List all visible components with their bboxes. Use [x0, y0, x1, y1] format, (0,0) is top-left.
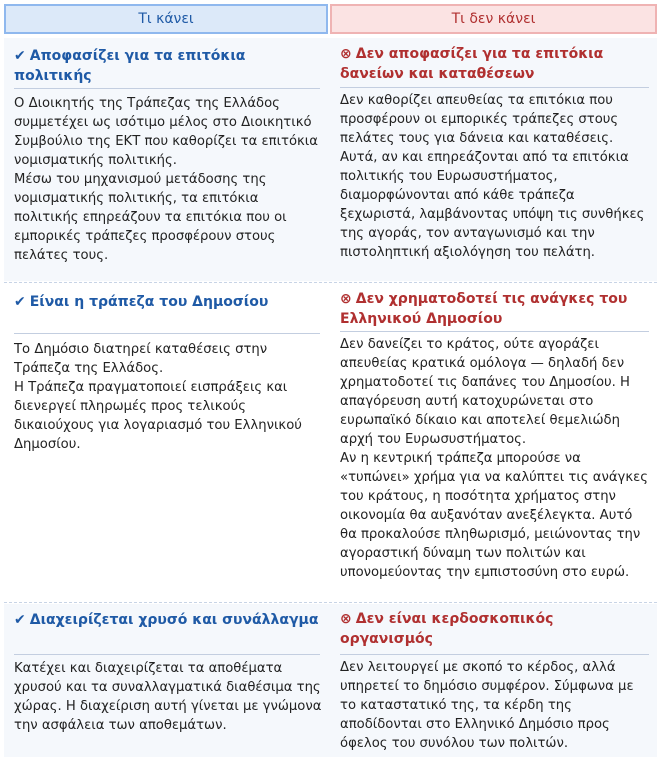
row-3-does-cell: [4, 604, 328, 757]
cross-icon: ⊗: [340, 291, 352, 307]
row-1-does-cell: [4, 38, 328, 281]
divider: [14, 654, 320, 655]
row-3-does-not-cell: [330, 604, 657, 757]
row-1-does-not-cell: [330, 38, 657, 281]
row-2-does-not-title: ⊗ Δεν χρηματοδοτεί τις ανάγκες του Ελληνικού Δημοσίου: [340, 291, 628, 327]
row-2-does-cell: [4, 284, 328, 600]
check-icon: ✔: [14, 612, 26, 628]
row-separator: [4, 602, 657, 603]
divider: [340, 87, 649, 88]
row-1-does-not-text: Δεν καθορίζει απευθείας τα επιτόκια που προσφέρουν οι εμπορικές τράπεζες στους πελάτες τους για δάνεια και καταθέσεις. Αυτά, αν και επηρεάζονται από τα επιτόκια πολιτικής του Ευρωσυστήματος, διαμορφώνονται από κάθε τράπεζα ξεχωριστά, λαμβάνοντας υπόψη τις συνθήκες της αγοράς, τον ανταγωνισμό και την πιστοληπτική αξιολόγηση του πελάτη.: [340, 93, 645, 260]
cross-icon: ⊗: [340, 611, 352, 627]
check-icon: ✔: [14, 294, 26, 310]
row-2-does-not-cell: [330, 284, 657, 600]
divider: [14, 333, 320, 334]
row-1-does-text: Ο Διοικητής της Τράπεζας της Ελλάδος συμμετέχει ως ισότιμο μέλος στο Διοικητικό Συμβούλιο της ΕΚΤ που καθορίζει τα επιτόκια νομισματικής πολιτικής. Μέσω του μηχανισμού μετάδοσης της νομισματικής πολιτικής, τα επιτόκια πολιτικής επηρεάζουν τα επιτόκια που οι εμπορικές τράπεζες προσφέρουν στους πελάτες τους.: [14, 96, 318, 263]
row-1-does-title: ✔ Αποφασίζει για τα επιτόκια πολιτικής: [14, 48, 246, 84]
check-icon: ✔: [14, 48, 26, 64]
divider: [340, 654, 649, 655]
row-1-does-not-title: ⊗ Δεν αποφασίζει για τα επιτόκια δανείων και καταθέσεων: [340, 46, 604, 82]
row-2-does-not-text: Δεν δανείζει το κράτος, ούτε αγοράζει απευθείας κρατικά ομόλογα — δηλαδή δεν χρηματοδοτεί τις δαπάνες του Δημοσίου. Η απαγόρευση αυτή κατοχυρώνεται στο ευρωπαϊκό δίκαιο και αποτελεί θεμελιώδη αρχή του Ευρωσυστήματος. Αν η κεντρική τράπεζα μπορούσε να «τυπώνει» χρήμα για να καλύπτει τις ανάγκες του κράτους, η ποσότητα χρήματος στην οικονομία θα αυξανόταν ανεξέλεγκτα. Αυτό θα προκαλούσε πληθωρισμό, μειώνοντας την αγοραστική δύναμη των πολιτών και υπονομεύοντας την εμπιστοσύνη στο ευρώ.: [340, 337, 648, 580]
row-3-does-text: Κατέχει και διαχειρίζεται τα αποθέματα χρυσού και τα συναλλαγματικά διαθέσιμα της χώρας. Η διαχείριση αυτή γίνεται με γνώμονα την ασφάλεια των αποθεμάτων.: [14, 661, 322, 733]
header-does-not: Τι δεν κάνει: [330, 4, 657, 34]
divider: [340, 331, 649, 332]
divider: [14, 88, 320, 89]
row-3-does-not-title: ⊗ Δεν είναι κερδοσκοπικός οργανισμός: [340, 611, 554, 647]
row-3-does-not-text: Δεν λειτουργεί με σκοπό το κέρδος, αλλά υπηρετεί το δημόσιο συμφέρον. Σύμφωνα με το καταστατικό της, τα κέρδη της αποδίδονται στο Ελληνικό Δημόσιο προς όφελος του συνόλου των πολιτών.: [340, 660, 634, 751]
header-does: Τι κάνει: [4, 4, 328, 34]
row-3-does-title: ✔ Διαχειρίζεται χρυσό και συνάλλαγμα: [14, 612, 319, 628]
row-2-does-text: Το Δημόσιο διατηρεί καταθέσεις στην Τράπεζα της Ελλάδος. Η Τράπεζα πραγματοποιεί εισπράξεις και διενεργεί πληρωμές προς τελικούς δικαιούχους για λογαριασμό του Ελληνικού Δημοσίου.: [14, 342, 302, 452]
cross-icon: ⊗: [340, 46, 352, 62]
row-separator: [4, 282, 657, 283]
row-2-does-title: ✔ Είναι η τράπεζα του Δημοσίου: [14, 294, 269, 310]
